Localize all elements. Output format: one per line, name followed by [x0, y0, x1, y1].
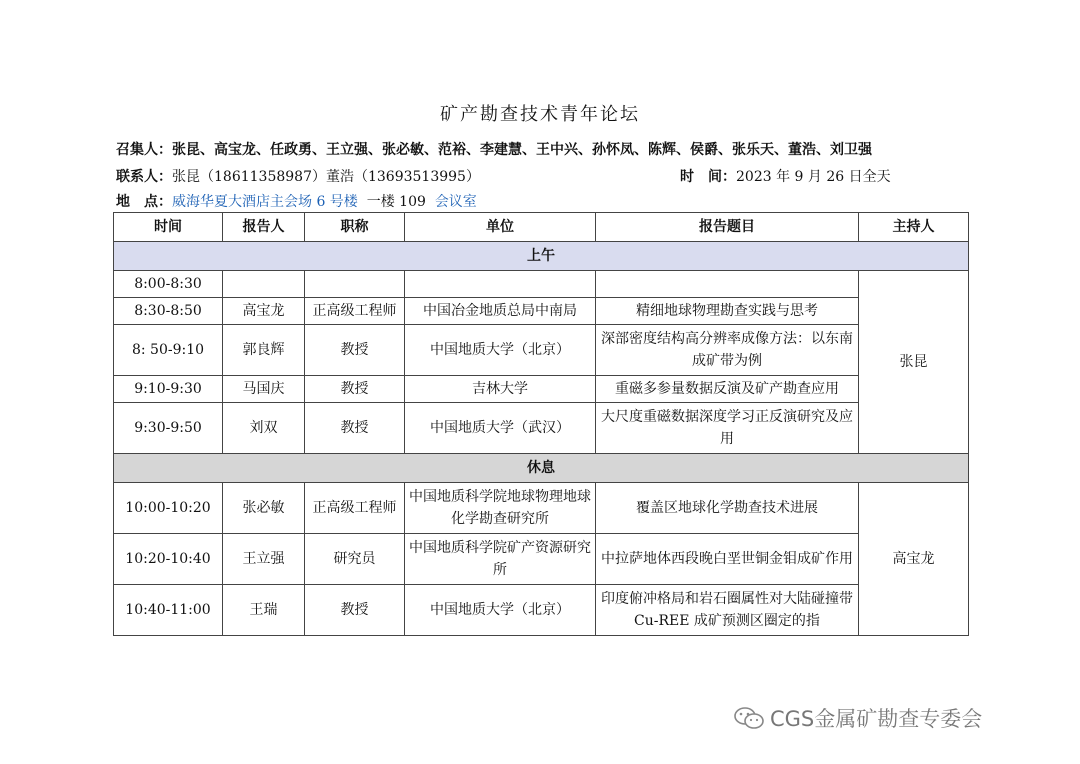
venue-label: 地 点：	[116, 194, 172, 210]
cell-unit: 中国冶金地质总局中南局	[405, 298, 596, 325]
cell-unit: 中国地质科学院地球物理地球化学勘查研究所	[405, 483, 596, 534]
header-time: 时间	[114, 213, 223, 242]
cell-time: 10:00-10:20	[114, 483, 223, 534]
cell-speaker: 刘双	[223, 403, 305, 454]
time-label: 时 间：	[680, 169, 736, 185]
cell-time: 9:10-9:30	[114, 376, 223, 403]
cell-topic: 印度俯冲格局和岩石圈属性对大陆碰撞带 Cu-REE 成矿预测区圈定的指	[596, 585, 859, 636]
cell-title: 正高级工程师	[305, 298, 405, 325]
table-row	[114, 585, 969, 636]
table-row	[114, 298, 969, 325]
cell-host-break: 高宝龙	[859, 483, 969, 636]
time-line	[680, 166, 891, 186]
cell-topic: 大尺度重磁数据深度学习正反演研究及应用	[596, 403, 859, 454]
venue-part3[interactable]: 会议室	[434, 194, 477, 210]
section-morning-label: 上午	[114, 242, 969, 271]
cell-title: 教授	[305, 403, 405, 454]
cell-title: 研究员	[305, 534, 405, 585]
schedule-table	[113, 212, 969, 636]
cell-title: 教授	[305, 325, 405, 376]
table-row	[114, 271, 969, 298]
cell-topic: 覆盖区地球化学勘查技术进展	[596, 483, 859, 534]
cell-topic: 重磁多参量数据反演及矿产勘查应用	[596, 376, 859, 403]
header-unit: 单位	[405, 213, 596, 242]
cell-time: 8:30-8:50	[114, 298, 223, 325]
section-break-label: 休息	[114, 454, 969, 483]
table-row	[114, 534, 969, 585]
convenors-label: 召集人：	[116, 142, 172, 158]
contact-1-name: 张昆	[172, 169, 200, 185]
cell-host-morning: 张昆	[859, 271, 969, 454]
cell-title: 正高级工程师	[305, 483, 405, 534]
cell-title: 教授	[305, 585, 405, 636]
contact-line	[116, 166, 480, 186]
cell-unit: 中国地质大学（武汉）	[405, 403, 596, 454]
venue-line	[116, 191, 477, 211]
contact-1-phone: （18611358987）	[200, 169, 326, 185]
cell-time: 9:30-9:50	[114, 403, 223, 454]
cell-time: 8: 50-9:10	[114, 325, 223, 376]
convenors-line	[116, 139, 872, 159]
cell-speaker: 王瑞	[223, 585, 305, 636]
section-row-break	[114, 454, 969, 483]
cell-speaker: 马国庆	[223, 376, 305, 403]
cell-unit	[405, 271, 596, 298]
cell-title	[305, 271, 405, 298]
time-value: 2023 年 9 月 26 日全天	[736, 169, 891, 185]
contact-2-phone: （13693513995）	[353, 169, 480, 185]
venue-part1[interactable]: 威海华夏大酒店主会场 6 号楼	[172, 194, 358, 210]
contact-2-name: 董浩	[325, 169, 354, 185]
cell-topic: 精细地球物理勘查实践与思考	[596, 298, 859, 325]
table-header-row	[114, 213, 969, 242]
header-speaker: 报告人	[223, 213, 305, 242]
page-title: 矿产勘查技术青年论坛	[440, 104, 640, 125]
cell-speaker: 王立强	[223, 534, 305, 585]
watermark-text: CGS金属矿勘查专委会	[770, 707, 983, 731]
cell-speaker: 郭良辉	[223, 325, 305, 376]
header-title: 职称	[305, 213, 405, 242]
cell-time: 8:00-8:30	[114, 271, 223, 298]
cell-unit: 吉林大学	[405, 376, 596, 403]
table-row	[114, 376, 969, 403]
cell-time: 10:20-10:40	[114, 534, 223, 585]
cell-unit: 中国地质大学（北京）	[405, 585, 596, 636]
cell-topic	[596, 271, 859, 298]
contact-label: 联系人：	[116, 169, 172, 185]
section-row-morning	[114, 242, 969, 271]
convenors-list: 张昆、高宝龙、任政勇、王立强、张必敏、范裕、李建慧、王中兴、孙怀凤、陈辉、侯爵、张乐天、董浩、刘卫强	[172, 142, 872, 158]
watermark	[732, 703, 982, 733]
cell-unit: 中国地质大学（北京）	[405, 325, 596, 376]
cell-unit: 中国地质科学院矿产资源研究所	[405, 534, 596, 585]
header-host: 主持人	[859, 213, 969, 242]
venue-part2: 一楼 109	[366, 194, 426, 210]
cell-speaker: 张必敏	[223, 483, 305, 534]
cell-speaker: 高宝龙	[223, 298, 305, 325]
cell-speaker	[223, 271, 305, 298]
table-row	[114, 483, 969, 534]
cell-title: 教授	[305, 376, 405, 403]
cell-topic: 中拉萨地体西段晚白垩世铜金钼成矿作用	[596, 534, 859, 585]
cell-time: 10:40-11:00	[114, 585, 223, 636]
wechat-icon	[732, 706, 766, 730]
table-row	[114, 403, 969, 454]
table-row	[114, 325, 969, 376]
header-topic: 报告题目	[596, 213, 859, 242]
cell-topic: 深部密度结构高分辨率成像方法：以东南成矿带为例	[596, 325, 859, 376]
